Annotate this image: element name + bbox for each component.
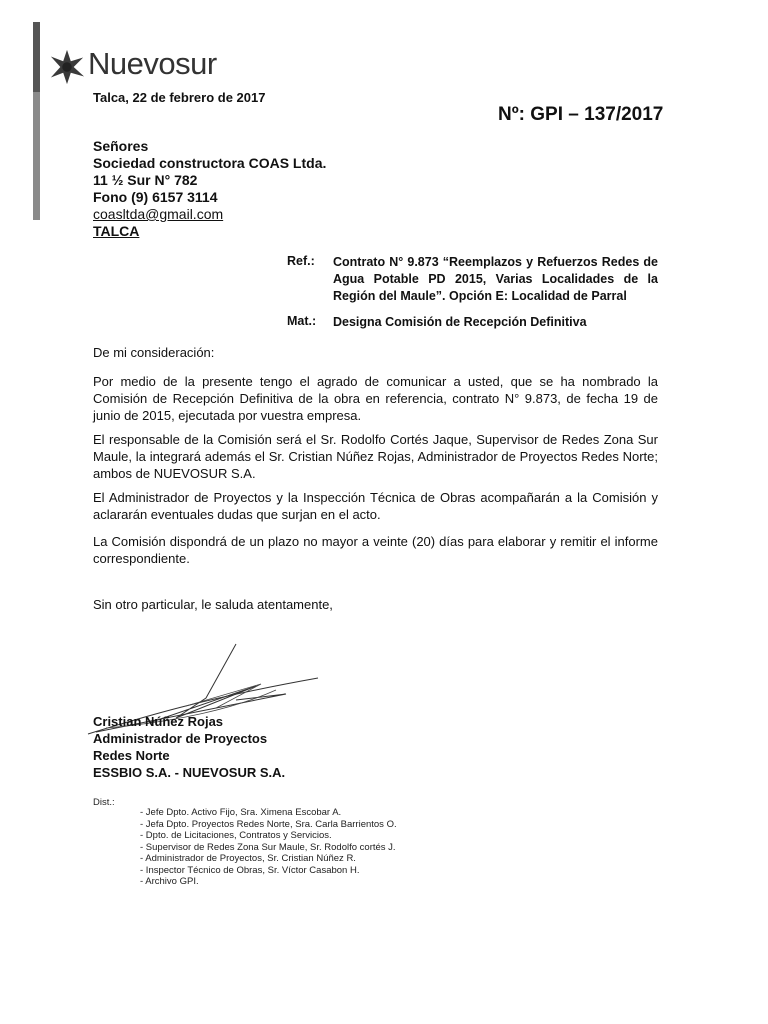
- list-item: - Inspector Técnico de Obras, Sr. Víctor Casabon H.: [140, 864, 360, 876]
- list-item: - Supervisor de Redes Zona Sur Maule, Sr. Rodolfo cortés J.: [140, 841, 396, 853]
- paragraph-4: La Comisión dispondrá de un plazo no mayor a veinte (20) días para elaborar y remitir el informe correspondiente.: [93, 534, 658, 566]
- recipient-salutation: Señores: [93, 138, 149, 154]
- list-item: - Archivo GPI.: [140, 876, 199, 887]
- distribution-label: Dist.:: [93, 797, 115, 808]
- recipient-phone: Fono (9) 6157 3114: [93, 189, 218, 205]
- mat-label: Mat.:: [287, 314, 317, 328]
- signer-org: ESSBIO S.A. - NUEVOSUR S.A.: [93, 765, 286, 780]
- paragraph-3: El Administrador de Proyectos y la Inspección Técnica de Obras acompañarán a la Comisión y aclararán eventuales dudas que surjan en el acto.: [93, 490, 658, 522]
- signer-block: [93, 713, 285, 781]
- recipient-street: 11 ½ Sur N° 782: [93, 172, 198, 188]
- left-margin-bar-dark: [33, 22, 40, 92]
- nuevosur-logo-icon: [48, 48, 86, 86]
- closing: Sin otro particular, le saluda atentamente,: [93, 597, 333, 612]
- signer-title: Administrador de Proyectos: [93, 731, 268, 746]
- recipient-email[interactable]: coasltda@gmail.com: [93, 206, 224, 222]
- list-item: - Jefe Dpto. Activo Fijo, Sra. Ximena Escobar A.: [140, 807, 342, 818]
- brand-name: Nuevosur: [88, 46, 217, 81]
- document-number: Nº: GPI – 137/2017: [498, 104, 664, 125]
- recipient-city: TALCA: [93, 223, 140, 239]
- list-item: - Jefa Dpto. Proyectos Redes Norte, Sra. Carla Barrientos O.: [140, 818, 397, 830]
- signer-name: Cristian Núñez Rojas: [93, 714, 224, 729]
- greeting: De mi consideración:: [93, 345, 215, 360]
- list-item: - Administrador de Proyectos, Sr. Cristian Núñez R.: [140, 853, 356, 864]
- signer-unit: Redes Norte: [93, 748, 170, 763]
- paragraph-2: El responsable de la Comisión será el Sr. Rodolfo Cortés Jaque, Supervisor de Redes Zona Sur Maule, la integrará además el Sr. Cristian Núñez Rojas, Administrador de Proyectos Redes Norte; ambos de NUEVOSUR S.A.: [93, 432, 658, 481]
- paragraph-1: Por medio de la presente tengo el agrado de comunicar a usted, que se ha nombrado la Comisión de Recepción Definitiva de la obra en referencia, contrato N° 9.873, de fecha 19 de junio de 2015, ejecutada por vuestra empresa.: [93, 374, 658, 423]
- ref-text: Contrato N° 9.873 “Reemplazos y Refuerzos Redes de Agua Potable PD 2015, Varias Localidades de la Región del Maule”. Opción E: Localidad de Parral: [333, 255, 658, 303]
- letter-date: Talca, 22 de febrero de 2017: [93, 90, 266, 105]
- ref-label: Ref.:: [287, 254, 315, 268]
- list-item: - Dpto. de Licitaciones, Contratos y Servicios.: [140, 830, 332, 841]
- recipient-company: Sociedad constructora COAS Ltda.: [93, 155, 327, 171]
- distribution-list: [140, 807, 397, 888]
- mat-text: Designa Comisión de Recepción Definitiva: [333, 315, 587, 329]
